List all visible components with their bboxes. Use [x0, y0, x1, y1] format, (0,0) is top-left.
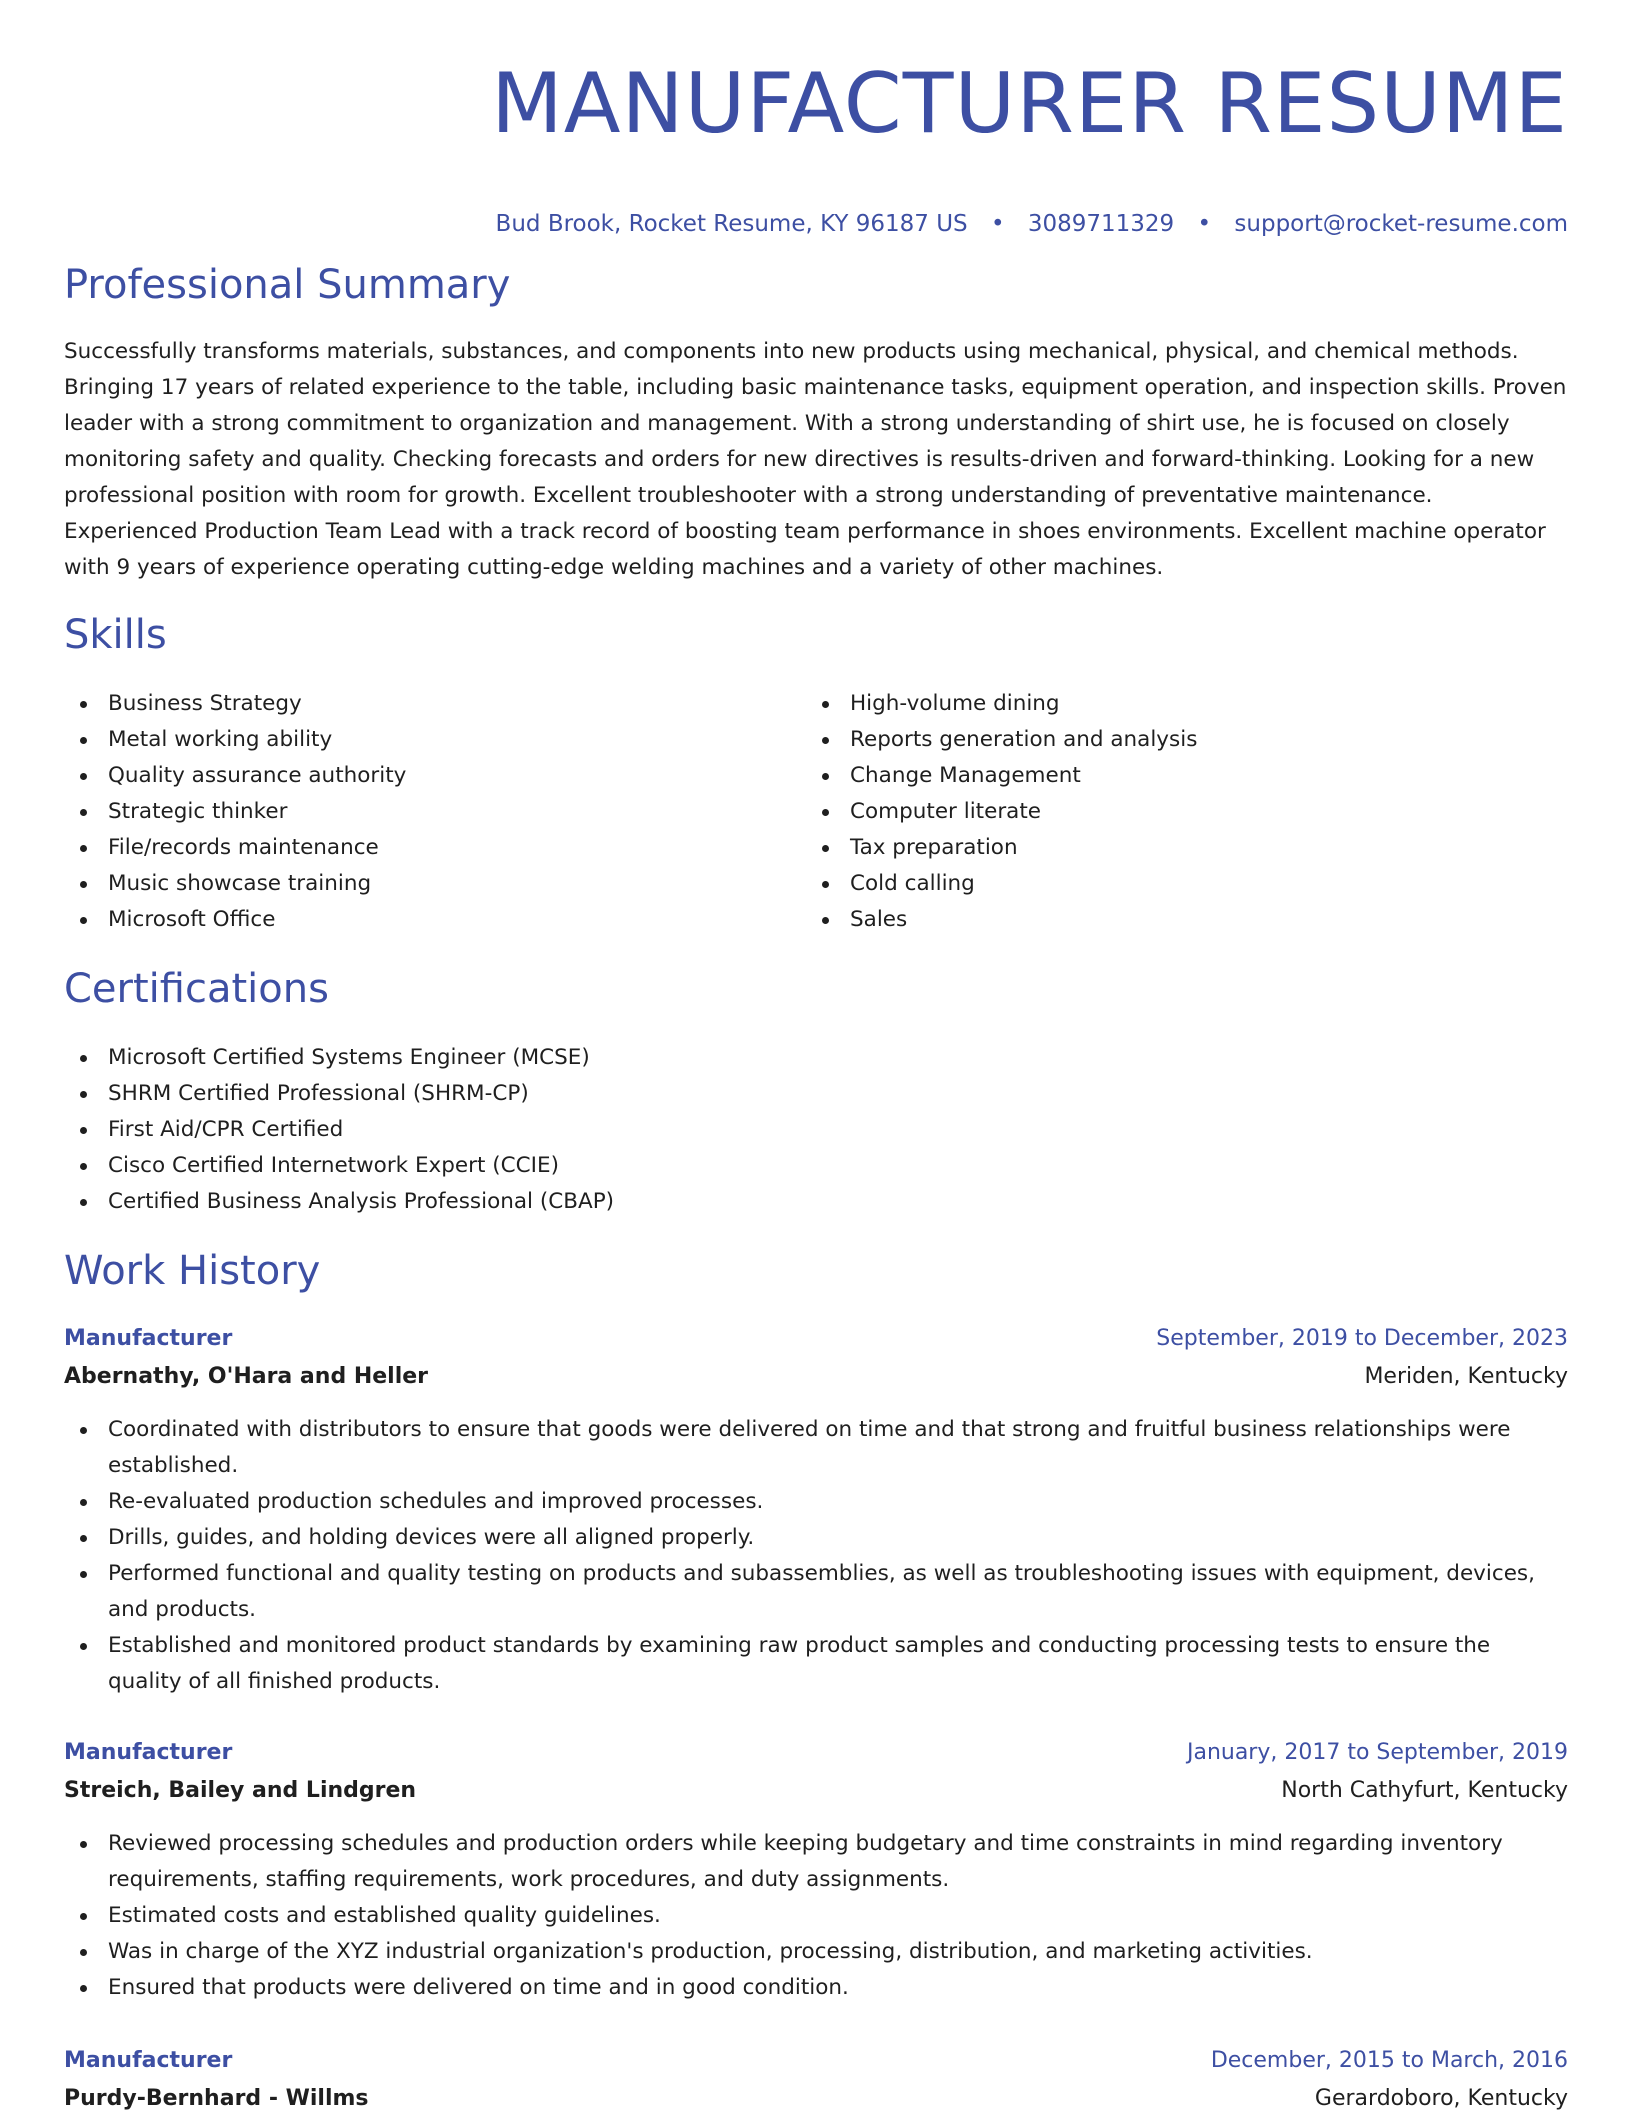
job-dates: January, 2017 to September, 2019 [1186, 1740, 1568, 1765]
job-bullets [64, 1826, 1568, 2006]
contact-phone[interactable]: 3089711329 [1027, 211, 1175, 237]
job-header-row [64, 2042, 1568, 2080]
certification-item: Cisco Certified Internetwork Expert (CCIE) [64, 1148, 614, 1184]
certification-item: Microsoft Certified Systems Engineer (MCSE) [64, 1040, 614, 1076]
job-title: Manufacturer [64, 1326, 233, 1351]
certification-item: First Aid/CPR Certified [64, 1112, 614, 1148]
job-company-row [64, 1772, 1568, 1810]
section-title-summary: Professional Summary [64, 262, 511, 308]
skill-item: Quality assurance authority [64, 758, 806, 794]
job-bullet: Estimated costs and established quality guidelines. [64, 1898, 1568, 1934]
job-bullet: Coordinated with distributors to ensure that goods were delivered on time and that strong and fruitful business relationships were established. [64, 1412, 1568, 1484]
skill-item: File/records maintenance [64, 830, 806, 866]
job-dates: September, 2019 to December, 2023 [1156, 1326, 1568, 1351]
certification-item: SHRM Certified Professional (SHRM-CP) [64, 1076, 614, 1112]
job-bullet: Performed functional and quality testing on products and subassemblies, as well as troubleshooting issues with equipment, devices, and products. [64, 1556, 1568, 1628]
contact-separator: • [1197, 211, 1212, 237]
job-entry [64, 1320, 1568, 1700]
job-company: Streich, Bailey and Lindgren [64, 1778, 417, 1803]
skill-item: Metal working ability [64, 722, 806, 758]
job-company-row [64, 2080, 1568, 2112]
skill-item: Reports generation and analysis [806, 722, 1548, 758]
job-company: Purdy-Bernhard - Willms [64, 2086, 369, 2111]
job-bullet: Drills, guides, and holding devices were all aligned properly. [64, 1520, 1568, 1556]
skills-column-left [64, 686, 806, 938]
job-bullet: Reviewed processing schedules and production orders while keeping budgetary and time constraints in mind regarding inventory requirements, staffing requirements, work procedures, and duty assignments. [64, 1826, 1568, 1898]
contact-address: Bud Brook, Rocket Resume, KY 96187 US [495, 211, 968, 237]
resume-title: MANUFACTURER RESUME [491, 55, 1568, 152]
skill-item: Sales [806, 902, 1548, 938]
job-company: Abernathy, O'Hara and Heller [64, 1364, 429, 1389]
skill-item: High-volume dining [806, 686, 1548, 722]
job-header-row [64, 1734, 1568, 1772]
skill-item: Cold calling [806, 866, 1548, 902]
job-bullets [64, 1412, 1568, 1700]
section-title-skills: Skills [64, 612, 167, 658]
section-title-certifications: Certifications [64, 966, 329, 1012]
skill-item: Strategic thinker [64, 794, 806, 830]
skills-list [64, 686, 1568, 938]
certification-item: Certified Business Analysis Professional (CBAP) [64, 1184, 614, 1220]
job-entry [64, 2042, 1568, 2112]
skills-column-right [806, 686, 1548, 938]
contact-email[interactable]: support@rocket-resume.com [1234, 211, 1568, 237]
skill-item: Tax preparation [806, 830, 1548, 866]
job-bullet: Re-evaluated production schedules and improved processes. [64, 1484, 1568, 1520]
skill-item: Business Strategy [64, 686, 806, 722]
certifications-list [64, 1040, 614, 1220]
job-entry [64, 1734, 1568, 2006]
skill-item: Computer literate [806, 794, 1548, 830]
job-bullet: Established and monitored product standards by examining raw product samples and conducting processing tests to ensure the quality of all finished products. [64, 1628, 1568, 1700]
skill-item: Microsoft Office [64, 902, 806, 938]
contact-separator: • [990, 211, 1005, 237]
job-company-row [64, 1358, 1568, 1396]
job-bullet: Was in charge of the XYZ industrial organization's production, processing, distribution, and marketing activities. [64, 1934, 1568, 1970]
job-header-row [64, 1320, 1568, 1358]
job-location: Gerardoboro, Kentucky [1314, 2086, 1568, 2111]
job-title: Manufacturer [64, 1740, 233, 1765]
section-title-work-history: Work History [64, 1248, 321, 1294]
skill-item: Music showcase training [64, 866, 806, 902]
job-dates: December, 2015 to March, 2016 [1210, 2048, 1568, 2073]
job-location: Meriden, Kentucky [1364, 1364, 1568, 1389]
contact-line [496, 184, 1568, 264]
job-bullet: Ensured that products were delivered on time and in good condition. [64, 1970, 1568, 2006]
job-title: Manufacturer [64, 2048, 233, 2073]
job-location: North Cathyfurt, Kentucky [1281, 1778, 1568, 1803]
summary-text: Successfully transforms materials, substances, and components into new products using mechanical, physical, and chemical methods. Bringing 17 years of related experience to the table, including basic maintenance tasks, equipment operation, and inspection skills. Proven leader with a strong commitment to organization and management. With a strong understanding of shirt use, he is focused on closely monitoring safety and quality. Checking forecasts and orders for new directives is results-driven and forward-thinking. Looking for a new professional position with room for growth. Excellent troubleshooter with a strong understanding of preventative maintenance. Experienced Production Team Lead with a track record of boosting team performance in shoes environments. Excellent machine operator with 9 years of experience operating cutting-edge welding machines and a variety of other machines. [64, 339, 1567, 580]
skill-item: Change Management [806, 758, 1548, 794]
